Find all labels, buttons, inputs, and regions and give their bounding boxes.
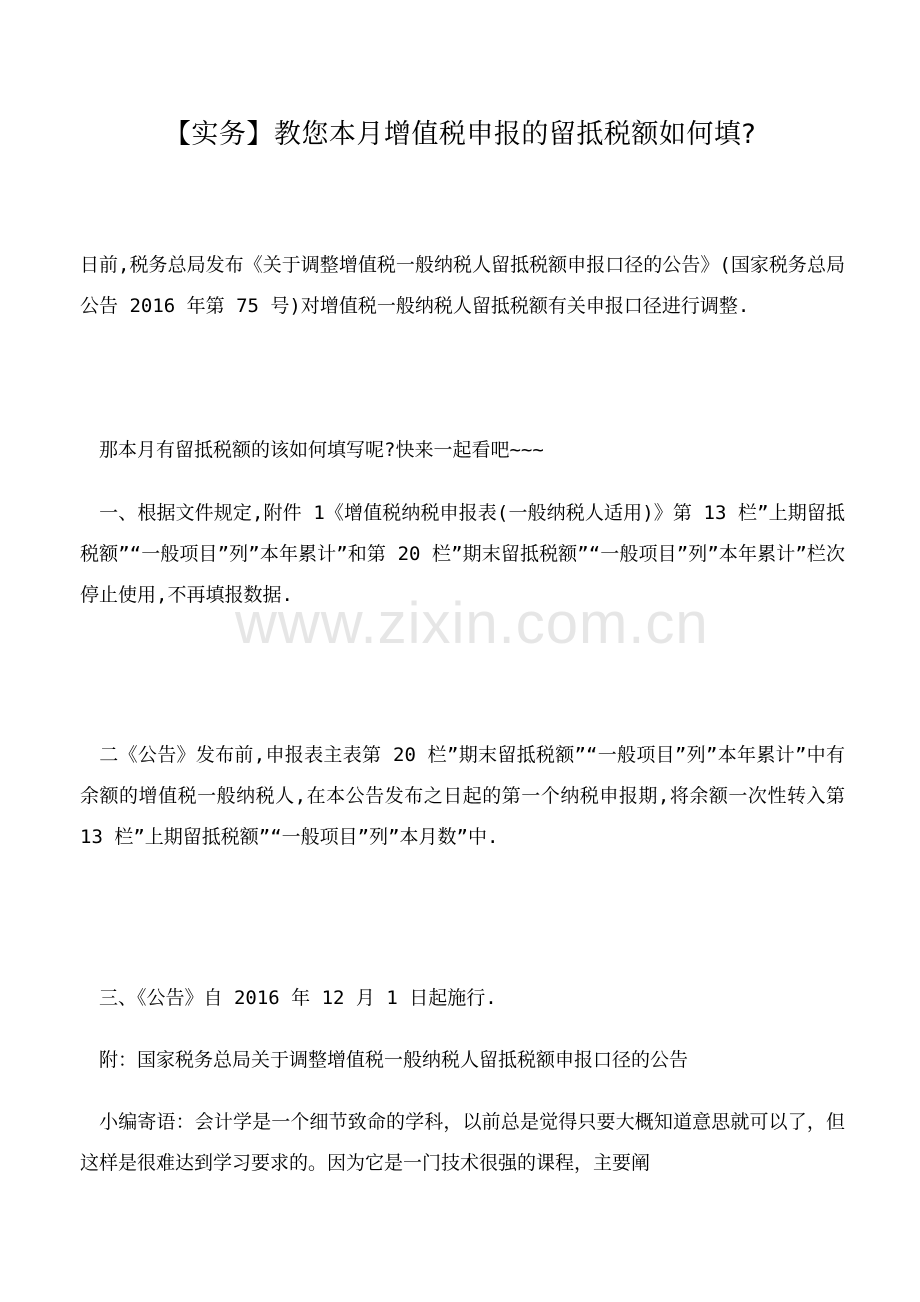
editor-note-block [80, 1102, 845, 1184]
section-two-block [80, 735, 857, 858]
paragraph-question: 那本月有留抵税额的该如何填写呢?快来一起看吧~~~ [80, 439, 544, 461]
page-title: 【实务】教您本月增值税申报的留抵税额如何填? [163, 119, 757, 150]
section-three-block [80, 978, 845, 1019]
appendix-block [80, 1040, 845, 1081]
watermark-text: www.zixin.com.cn [235, 591, 709, 656]
paragraph-intro: 日前,税务总局发布《关于调整增值税一般纳税人留抵税额申报口径的公告》(国家税务总局公告 2016 年第 75 号)对增值税一般纳税人留抵税额有关申报口径进行调整. [80, 254, 845, 317]
question-block [80, 430, 845, 471]
intro-block [80, 245, 845, 327]
paragraph-section-two: 二《公告》发布前,申报表主表第 20 栏”期末留抵税额”“一般项目”列”本年累计”中有余额的增值税一般纳税人,在本公告发布之日起的第一个纳税申报期,将余额一次性转入第 13 栏”上期留抵税额”“一般项目”列”本月数”中. [80, 744, 857, 848]
section-one-block [80, 493, 845, 616]
paragraph-appendix: 附：国家税务总局关于调整增值税一般纳税人留抵税额申报口径的公告 [80, 1049, 689, 1071]
paragraph-section-one: 一、根据文件规定,附件 1《增值税纳税申报表(一般纳税人适用)》第 13 栏”上期留抵税额”“一般项目”列”本年累计”和第 20 栏”期末留抵税额”“一般项目”列”本年累计”栏次停止使用,不再填报数据. [80, 502, 845, 606]
paragraph-editor-note: 小编寄语：会计学是一个细节致命的学科，以前总是觉得只要大概知道意思就可以了，但这样是很难达到学习要求的。因为它是一门技术很强的课程，主要阐 [80, 1111, 845, 1174]
paragraph-section-three: 三、《公告》自 2016 年 12 月 1 日起施行. [80, 987, 497, 1009]
